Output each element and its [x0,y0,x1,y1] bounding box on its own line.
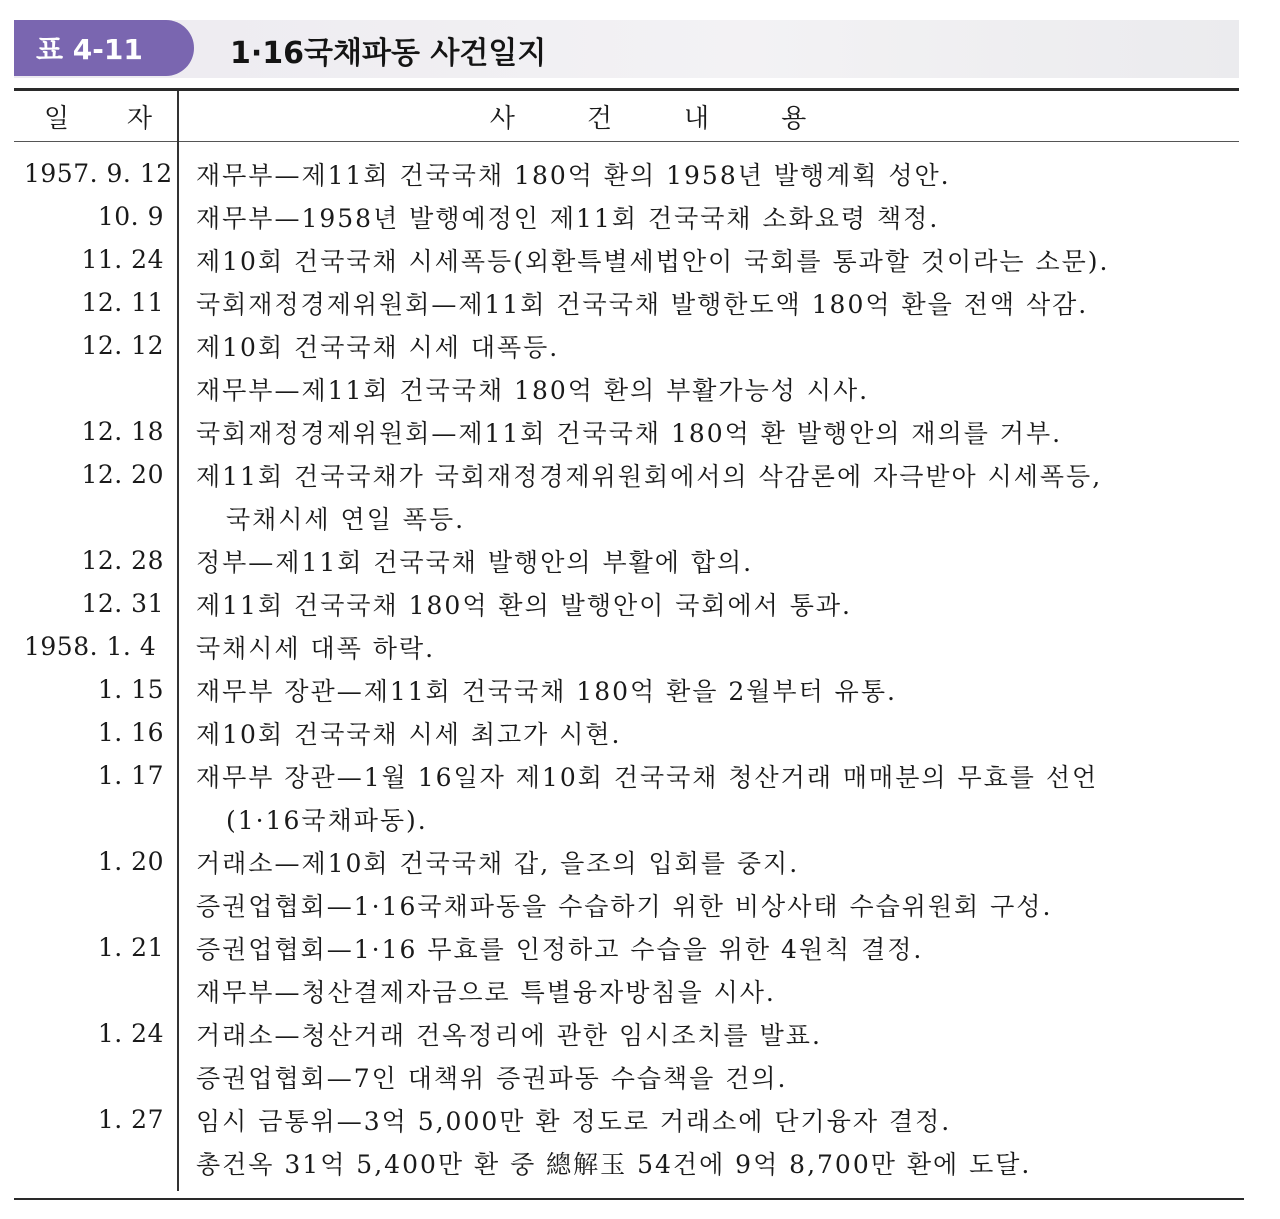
table-row [14,367,1239,410]
header-content-char-2: 건 [586,103,612,134]
row-event-text: 제10회 건국국채 시세폭등(외환특별세법안이 국회를 통과할 것이라는 소문). [196,246,1110,276]
table-row [14,797,1239,840]
table-row [14,496,1239,539]
row-date: 12. 18 [81,417,164,446]
row-date: 10. 9 [97,202,164,231]
row-event-text: 임시 금통위—3억 5,000만 환 정도로 거래소에 단기융자 결정. [196,1106,952,1136]
table-body [14,152,1239,1184]
table-header-row [14,91,1239,141]
table-row [14,1055,1239,1098]
row-event-text: 재무부 장관—1월 16일자 제10회 건국국채 청산거래 매매분의 무효를 선언 [196,762,1099,792]
row-date: 1957. 9. 12 [24,159,173,188]
table-row [14,1012,1239,1055]
row-date: 1958. 1. 4 [24,632,157,661]
row-date: 1. 27 [97,1105,164,1134]
row-event-text: 국회재정경제위원회—제11회 건국국채 180억 환 발행안의 재의를 거부. [196,418,1063,448]
table-row [14,668,1239,711]
table-row [14,238,1239,281]
title-strip [14,20,1239,78]
row-date: 1. 20 [97,847,164,876]
table-row [14,883,1239,926]
row-date: 1. 17 [97,761,164,790]
table-row [14,754,1239,797]
row-date: 12. 28 [81,546,164,575]
row-date: 1. 21 [97,933,164,962]
row-date: 12. 12 [81,331,164,360]
table-row [14,539,1239,582]
table-row [14,152,1239,195]
header-content [178,91,1238,141]
row-date: 1. 15 [97,675,164,704]
row-event-text: 거래소—제10회 건국국채 갑, 을조의 입회를 중지. [196,848,800,878]
table-row [14,969,1239,1012]
table-row [14,281,1239,324]
row-event-text: 거래소—청산거래 건옥정리에 관한 임시조치를 발표. [196,1020,822,1050]
row-event-text: 증권업협회—1·16국채파동을 수습하기 위한 비상사태 수습위원회 구성. [196,891,1053,921]
row-event-text: 재무부—1958년 발행예정인 제11회 건국국채 소화요령 책정. [196,203,940,233]
table-row [14,625,1239,668]
row-event-text: 국채시세 연일 폭등. [226,504,466,534]
row-date: 1. 16 [97,718,164,747]
table-row [14,410,1239,453]
row-event-text: 제11회 건국국채가 국회재정경제위원회에서의 삭감론에 자극받아 시세폭등, [196,461,1103,491]
row-date: 12. 20 [81,460,164,489]
row-event-text: 국회재정경제위원회—제11회 건국국채 발행한도액 180억 환을 전액 삭감. [196,289,1089,319]
table-row [14,1098,1239,1141]
table-number-badge: 표 4-11 [14,20,194,76]
table-row [14,453,1239,496]
row-event-text: 제10회 건국국채 시세 대폭등. [196,332,560,362]
table-row [14,711,1239,754]
row-date: 12. 31 [81,589,164,618]
row-event-text: 총건옥 31억 5,400만 환 중 總解玉 54건에 9억 8,700만 환에 도달. [196,1149,1032,1179]
row-date: 12. 11 [81,288,164,317]
row-event-text: 제11회 건국국채 180억 환의 발행안이 국회에서 통과. [196,590,853,620]
row-event-text: 국채시세 대폭 하락. [196,633,436,663]
table-row [14,926,1239,969]
row-event-text: (1·16국채파동). [226,805,428,835]
row-event-text: 재무부—청산결제자금으로 특별융자방침을 시사. [196,977,776,1007]
table-row [14,1141,1239,1184]
row-event-text: 증권업협회—1·16 무효를 인정하고 수습을 위한 4원칙 결정. [196,934,924,964]
row-event-text: 재무부—제11회 건국국채 180억 환의 1958년 발행계획 성안. [196,160,951,190]
row-date: 1. 24 [97,1019,164,1048]
header-content-char-1: 사 [489,103,515,134]
table-row [14,324,1239,367]
header-content-char-3: 내 [684,103,710,134]
bottom-rule [14,1198,1244,1200]
row-event-text: 증권업협회—7인 대책위 증권파동 수습책을 건의. [196,1063,788,1093]
row-date: 11. 24 [81,245,164,274]
header-date-char-1: 일 [44,103,70,134]
row-event-text: 재무부—제11회 건국국채 180억 환의 부활가능성 시사. [196,375,870,405]
table-row [14,840,1239,883]
header-content-char-4: 용 [781,103,807,134]
header-rule [14,141,1239,142]
header-date-char-2: 자 [126,103,152,134]
header-date [14,91,178,141]
table-row [14,195,1239,238]
row-event-text: 정부—제11회 건국국채 발행안의 부활에 합의. [196,547,754,577]
row-event-text: 제10회 건국국채 시세 최고가 시현. [196,719,622,749]
row-event-text: 재무부 장관—제11회 건국국채 180억 환을 2월부터 유통. [196,676,897,706]
table-title: 1·16국채파동 사건일지 [230,36,547,71]
table-row [14,582,1239,625]
